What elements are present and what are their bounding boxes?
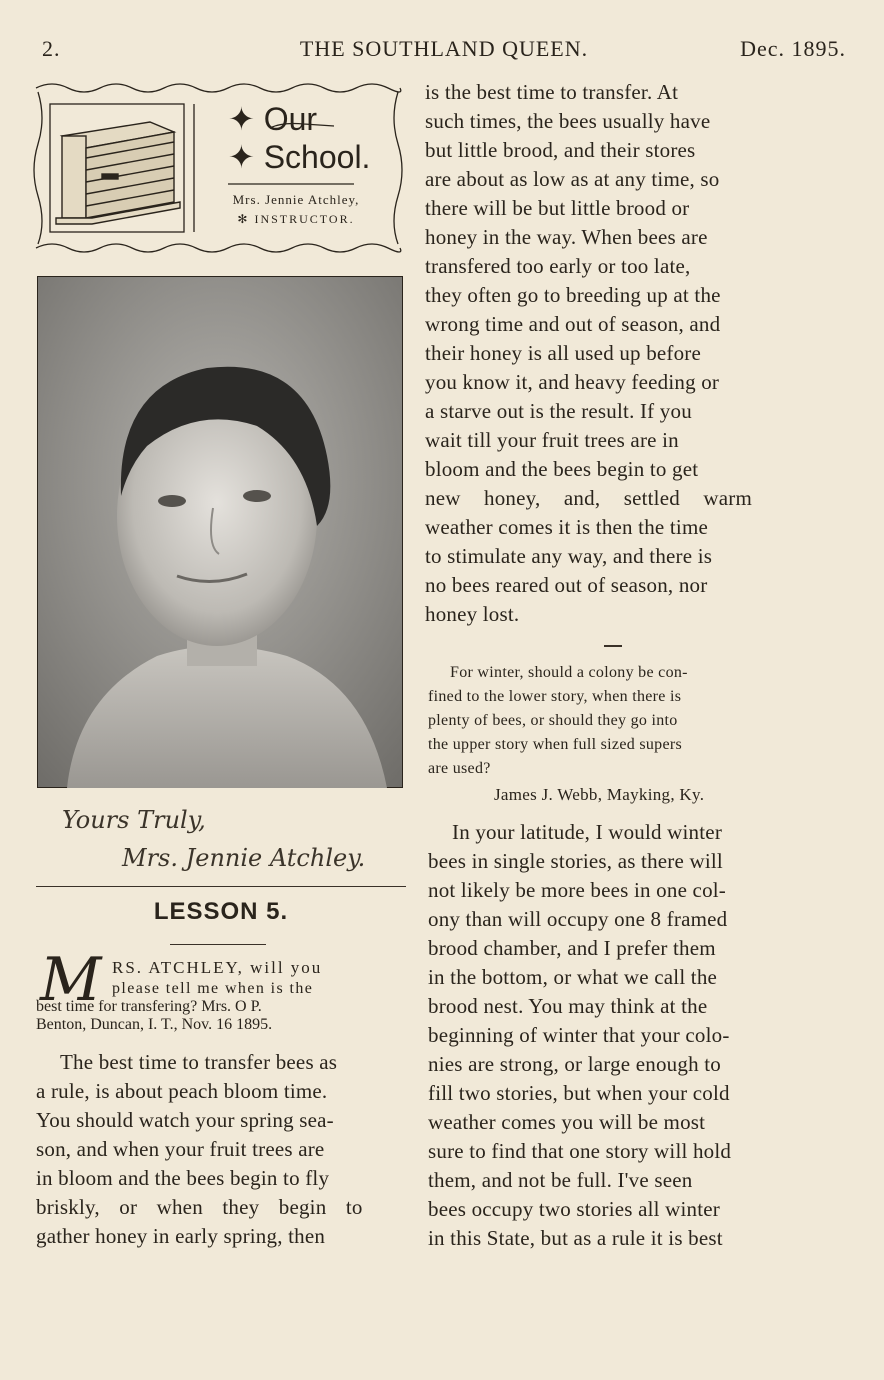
short-divider <box>604 645 622 647</box>
letter-signoff: James J. Webb, Mayking, Ky. <box>494 785 705 804</box>
question-line: best time for transfering? Mrs. O P. <box>36 998 262 1015</box>
article-line: a rule, is about peach bloom time. <box>36 1079 328 1103</box>
question-line: RS. ATCHLEY, will you <box>112 958 323 977</box>
page-number: 2. <box>42 36 61 61</box>
article-line: bees occupy two stories all winter <box>428 1197 720 1221</box>
article-line: gather honey in early spring, then <box>36 1224 326 1248</box>
beehive-icon <box>56 122 180 224</box>
article-line: wrong time and out of season, and <box>425 312 721 336</box>
article-line: brood nest. You may think at the <box>428 994 708 1018</box>
letter-line: For winter, should a colony be con- <box>450 664 688 681</box>
article-line: son, and when your fruit trees are <box>36 1137 325 1161</box>
letter-line: the upper story when full sized supers <box>428 736 683 753</box>
heading-underline <box>170 944 266 945</box>
article-line: You should watch your spring sea- <box>36 1108 334 1132</box>
article-line: they often go to breeding up at the <box>425 283 721 307</box>
article-line: weather comes you will be most <box>428 1110 706 1134</box>
article-line: their honey is all used up before <box>425 341 702 365</box>
article-line: not likely be more bees in one col- <box>428 878 726 902</box>
portrait-photo <box>37 276 403 788</box>
article-line: a starve out is the result. If you <box>425 399 692 423</box>
article-line: beginning of winter that your colo- <box>428 1023 730 1047</box>
signature-name: Mrs. Jennie Atchley. <box>122 844 366 872</box>
our-school-banner <box>32 78 404 256</box>
instructor-name: Mrs. Jennie Atchley, <box>232 192 360 207</box>
article-line: nies are strong, or large enough to <box>428 1052 721 1076</box>
article-line: wait till your fruit trees are in <box>425 428 679 452</box>
letter-line: fined to the lower story, when there is <box>428 688 682 705</box>
article-line: there will be but little brood or <box>425 196 690 220</box>
article-line: brood chamber, and I prefer them <box>428 936 716 960</box>
article-line: in the bottom, or what we call the <box>428 965 718 989</box>
article-line: bloom and the bees begin to get <box>425 457 699 481</box>
article-line: weather comes it is then the time <box>425 515 709 539</box>
article-line: briskly, or when they begin to <box>36 1195 363 1219</box>
article-line: honey in the way. When bees are <box>425 225 708 249</box>
article-line: to stimulate any way, and there is <box>425 544 713 568</box>
article-line: in bloom and the bees begin to fly <box>36 1166 330 1190</box>
banner-title-our: ✦ Our <box>228 101 318 137</box>
article-line: ony than will occupy one 8 framed <box>428 907 728 931</box>
letter-line: plenty of bees, or should they go into <box>428 712 678 729</box>
signature-greeting: Yours Truly, <box>62 806 206 834</box>
question-line: please tell me when is the <box>112 980 314 997</box>
letter-line: are used? <box>428 760 491 777</box>
article-line: fill two stories, but when your cold <box>428 1081 730 1105</box>
article-line: in this State, but as a rule it is best <box>428 1226 723 1250</box>
issue-date: Dec. 1895. <box>740 36 846 61</box>
page-header <box>42 36 846 66</box>
article-line: In your latitude, I would winter <box>452 820 723 844</box>
article-line: you know it, and heavy feeding or <box>425 370 720 394</box>
banner-title-school: ✦ School. <box>228 139 371 175</box>
article-line: honey lost. <box>425 602 520 626</box>
article-line: no bees reared out of season, nor <box>425 573 708 597</box>
article-line: bees in single stories, as there will <box>428 849 723 873</box>
article-line: such times, the bees usually have <box>425 109 711 133</box>
article-line: but little brood, and their stores <box>425 138 696 162</box>
article-line: them, and not be full. I've seen <box>428 1168 693 1192</box>
article-line: is the best time to transfer. At <box>425 80 679 104</box>
drop-cap: M <box>40 945 102 1015</box>
question-line: Benton, Duncan, I. T., Nov. 16 1895. <box>36 1016 273 1033</box>
publication-title: THE SOUTHLAND QUEEN. <box>299 36 589 61</box>
article-line: new honey, and, settled warm <box>425 486 752 510</box>
instructor-title: ✻ INSTRUCTOR. <box>237 212 355 226</box>
article-line: The best time to transfer bees as <box>60 1050 338 1074</box>
article-line: sure to find that one story will hold <box>428 1139 732 1163</box>
lesson-heading: LESSON 5. <box>153 898 289 925</box>
article-line: transfered too early or too late, <box>425 254 691 278</box>
article-line: are about as low as at any time, so <box>425 167 720 191</box>
section-divider <box>36 886 406 887</box>
